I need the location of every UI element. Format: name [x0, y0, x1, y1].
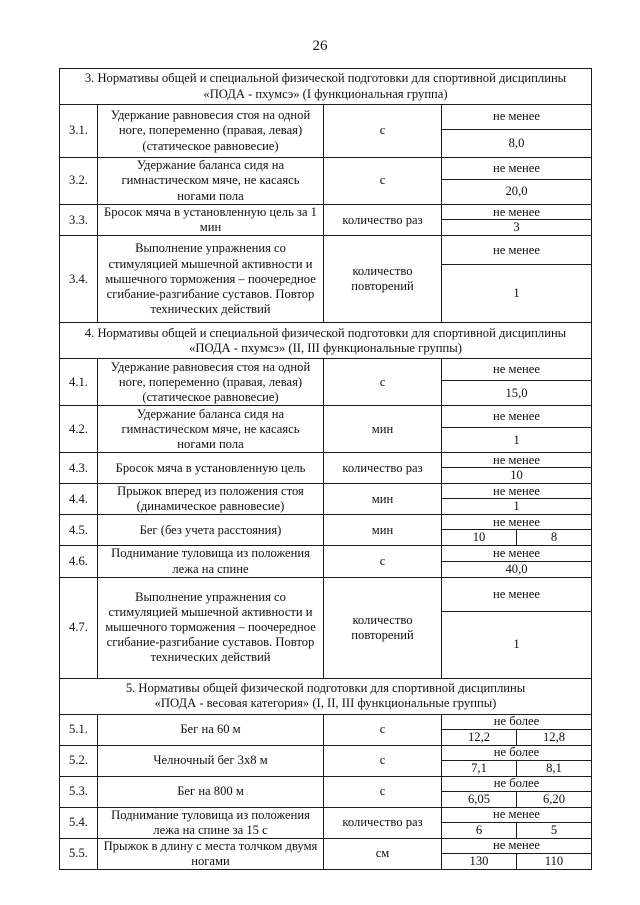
norm-criterion: не менее [493, 586, 540, 601]
norm-criterion: не менее [493, 109, 540, 124]
norm-split [442, 777, 591, 807]
norm-cell [442, 105, 592, 158]
table-row [60, 546, 592, 577]
norm-split [442, 158, 591, 204]
unit: с [324, 776, 442, 807]
norm-values-split [442, 823, 591, 838]
norm-value: 3 [442, 219, 591, 235]
table-row [60, 577, 592, 678]
norm-cell [442, 236, 592, 323]
norms-table [59, 68, 592, 870]
row-number: 3.1. [60, 105, 98, 158]
section-title [60, 69, 592, 105]
row-number: 5.4. [60, 807, 98, 838]
norm-value-b: 12,8 [516, 730, 591, 745]
norm-values-split [442, 761, 591, 776]
row-number: 4.1. [60, 359, 98, 406]
norm-criterion: не менее [493, 452, 540, 467]
norm-value: 8,0 [442, 129, 591, 157]
page-number: 26 [312, 38, 328, 54]
norm-criterion: не менее [493, 546, 540, 560]
row-number: 3.2. [60, 158, 98, 205]
row-number: 4.4. [60, 484, 98, 515]
norm-split [442, 746, 591, 776]
section-title-line1: 5. Нормативы общей физической подготовки для спортивной дисциплины [125, 681, 526, 696]
exercise-name: Удержание равновесия стоя на одной ноге, попеременно (правая, левая) (статическое равновесие) [98, 359, 324, 406]
table-row [60, 807, 592, 838]
unit: см [324, 838, 442, 869]
norm-split [442, 236, 591, 322]
unit: количество повторений [324, 577, 442, 678]
exercise-name: Выполнение упражнения со стимуляцией мышечной активности и мышечного торможения – поочередное сгибание-разгибание суставов. Повтор технических действий [98, 236, 324, 323]
norm-split [442, 105, 591, 157]
norm-value: 20,0 [442, 179, 591, 204]
section-title-line2: «ПОДА - пхумсэ» (I функциональная группа) [203, 86, 448, 101]
unit: мин [324, 406, 442, 453]
exercise-name: Поднимание туловища из положения лежа на спине за 15 с [98, 807, 324, 838]
norm-value-b: 8 [516, 530, 591, 545]
norm-criterion: не менее [493, 483, 540, 498]
exercise-name: Удержание равновесия стоя на одной ногe, попеременно (правая, левая) (статическое равновесие) [98, 105, 324, 158]
section-header-row [60, 678, 592, 714]
row-number: 4.6. [60, 546, 98, 577]
norm-value-a: 6 [475, 822, 483, 837]
norm-cell [442, 515, 592, 546]
exercise-name: Выполнение упражнения со стимуляцией мышечной активности и мышечного торможения – поочередное сгибание-разгибание суставов. Повтор технических действий [98, 577, 324, 678]
section-title-line2: «ПОДА - весовая категория» (I, II, III функциональные группы) [154, 696, 497, 711]
norm-cell [442, 745, 592, 776]
unit: с [324, 745, 442, 776]
norm-cell [442, 406, 592, 453]
exercise-name: Удержание баланса сидя на гимнастическом мяче, не касаясь ногами пола [98, 158, 324, 205]
unit: количество раз [324, 807, 442, 838]
table-row [60, 714, 592, 745]
row-number: 5.5. [60, 838, 98, 869]
unit: с [324, 714, 442, 745]
norm-cell [442, 776, 592, 807]
norm-criterion: не менее [493, 160, 540, 175]
norm-cell [442, 359, 592, 406]
norm-values [442, 760, 591, 776]
table-row [60, 236, 592, 323]
norm-values [442, 822, 591, 838]
norm-value: 10 [442, 467, 591, 483]
row-number: 4.3. [60, 453, 98, 484]
norm-value-b: 110 [516, 854, 591, 869]
exercise-name: Челночный бег 3х8 м [98, 745, 324, 776]
norm-split [442, 515, 591, 545]
section-title-line2: «ПОДА - пхумсэ» (II, III функциональные группы) [189, 340, 462, 355]
norm-cell [442, 453, 592, 484]
table-row [60, 484, 592, 515]
norm-value-b: 5 [516, 823, 591, 838]
exercise-name: Поднимание туловища из положения лежа на спине [98, 546, 324, 577]
norm-values-split [442, 854, 591, 869]
norm-values [442, 791, 591, 807]
norm-split [442, 205, 591, 235]
unit: мин [324, 515, 442, 546]
norm-value: 1 [442, 498, 591, 514]
exercise-name: Прыжок вперед из положения стоя (динамическое равновесие) [98, 484, 324, 515]
norm-cell [442, 546, 592, 577]
unit: количество раз [324, 453, 442, 484]
table-row [60, 406, 592, 453]
norm-values-split [442, 530, 591, 545]
norm-values [442, 853, 591, 869]
table-row [60, 745, 592, 776]
norm-cell [442, 838, 592, 869]
norm-split [442, 406, 591, 452]
norm-value: 40,0 [442, 561, 591, 577]
norm-split [442, 484, 591, 514]
table-row [60, 515, 592, 546]
table-row [60, 838, 592, 869]
norm-cell [442, 158, 592, 205]
row-number: 3.3. [60, 205, 98, 236]
norm-criterion: не менее [493, 204, 540, 219]
row-number: 5.2. [60, 745, 98, 776]
table-row [60, 105, 592, 158]
exercise-name: Удержание баланса сидя на гимнастическом мяче, не касаясь ногами пола [98, 406, 324, 453]
section-title [60, 323, 592, 359]
row-number: 4.2. [60, 406, 98, 453]
norm-cell [442, 577, 592, 678]
row-number: 5.3. [60, 776, 98, 807]
norm-split [442, 808, 591, 838]
exercise-name: Бег на 800 м [98, 776, 324, 807]
unit: с [324, 158, 442, 205]
section-title [60, 678, 592, 714]
norm-criterion: не менее [493, 807, 540, 822]
norm-values [442, 729, 591, 745]
norm-values [442, 529, 591, 545]
table-row [60, 359, 592, 406]
norm-split [442, 453, 591, 483]
norm-value: 15,0 [442, 380, 591, 405]
unit: количество раз [324, 205, 442, 236]
norm-values-split [442, 730, 591, 745]
norm-criterion: не более [493, 714, 540, 729]
norm-criterion: не менее [493, 362, 540, 377]
norm-value: 1 [442, 427, 591, 452]
norm-criterion: не менее [493, 514, 540, 529]
norms-table-body [60, 69, 592, 870]
norm-criterion: не более [493, 745, 540, 760]
norm-criterion: не менее [493, 838, 540, 853]
norm-cell [442, 484, 592, 515]
norm-value: 1 [442, 264, 591, 322]
norm-split [442, 839, 591, 869]
row-number: 5.1. [60, 714, 98, 745]
exercise-name: Бросок мяча в установленную цель за 1 мин [98, 205, 324, 236]
norm-value-a: 7,1 [471, 760, 487, 775]
norm-split [442, 359, 591, 405]
norm-value-a: 10 [472, 530, 486, 545]
unit: с [324, 105, 442, 158]
unit: с [324, 359, 442, 406]
table-row [60, 158, 592, 205]
norm-value-a: 12,2 [467, 729, 491, 744]
norm-criterion: не менее [493, 409, 540, 424]
row-number: 4.5. [60, 515, 98, 546]
row-number: 4.7. [60, 577, 98, 678]
norm-split [442, 547, 591, 577]
section-header-row [60, 69, 592, 105]
table-row [60, 776, 592, 807]
norm-criterion: не более [493, 776, 540, 791]
norm-value-b: 8,1 [516, 761, 591, 776]
section-title-line1: 4. Нормативы общей и специальной физической подготовки для спортивной дисциплины [84, 325, 567, 340]
norm-value-a: 130 [469, 853, 489, 868]
exercise-name: Прыжок в длину с места толчком двумя ногами [98, 838, 324, 869]
table-row [60, 205, 592, 236]
norm-split [442, 578, 591, 678]
exercise-name: Бросок мяча в установленную цель [98, 453, 324, 484]
norm-values-split [442, 792, 591, 807]
unit: с [324, 546, 442, 577]
table-row [60, 453, 592, 484]
norm-cell [442, 205, 592, 236]
norm-value-b: 6,20 [516, 792, 591, 807]
unit: количество повторений [324, 236, 442, 323]
norm-value: 1 [442, 611, 591, 678]
norm-criterion: не менее [493, 242, 540, 257]
norm-split [442, 715, 591, 745]
norm-value-a: 6,05 [467, 791, 491, 806]
exercise-name: Бег на 60 м [98, 714, 324, 745]
norm-cell [442, 714, 592, 745]
exercise-name: Бег (без учета расстояния) [98, 515, 324, 546]
row-number: 3.4. [60, 236, 98, 323]
norm-cell [442, 807, 592, 838]
section-title-line1: 3. Нормативы общей и специальной физической подготовки для спортивной дисциплины [84, 71, 567, 86]
section-header-row [60, 323, 592, 359]
unit: мин [324, 484, 442, 515]
